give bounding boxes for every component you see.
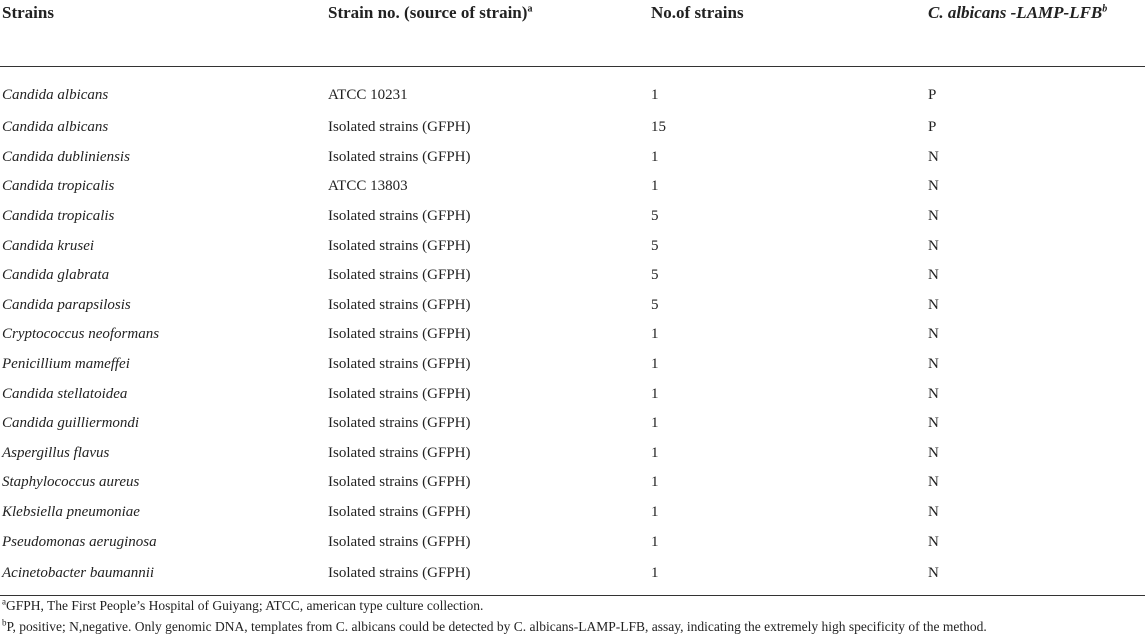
cell-lamp-result: N (928, 385, 939, 402)
cell-strain-count: 1 (651, 86, 659, 103)
cell-strain-count: 1 (651, 533, 659, 550)
cell-lamp-result: N (928, 267, 939, 284)
cell-strain-count: 15 (651, 119, 666, 136)
cell-strain-name: Candida tropicalis (2, 208, 115, 225)
cell-strain-count: 1 (649, 557, 926, 596)
cell-strain-name: Acinetobacter baumannii (0, 557, 326, 596)
cell-strain-source: Isolated strains (GFPH) (328, 119, 471, 136)
cell-strain-source: Isolated strains (GFPH) (328, 385, 471, 402)
footnote-text: P, positive; N,negative. Only genomic DNA, templates from C. albicans could be detected by C. albicans-LAMP-LFB, assay, indicating the extremely high specificity of the method. (6, 619, 987, 634)
cell-strain-count: 1 (651, 504, 659, 521)
cell-lamp-result: N (928, 356, 939, 373)
header-lamp-lfb: C. albicans -LAMP-LFB$^b$ (926, 0, 1145, 67)
cell-strain-count: 1 (651, 148, 659, 165)
table-row (0, 350, 1145, 380)
cell-strain-name: Candida albicans (2, 86, 109, 103)
cell-strain-count: 1 (651, 474, 659, 491)
cell-strain-count: 1 (651, 385, 659, 402)
header-strain-no-footnote-marker: a (527, 3, 533, 15)
cell-strain-name: Pseudomonas aeruginosa (2, 533, 157, 550)
table-row (0, 261, 1145, 291)
cell-strain-source: Isolated strains (GFPH) (328, 296, 471, 313)
header-row (0, 0, 1145, 67)
cell-strain-source: Isolated strains (GFPH) (328, 533, 471, 550)
table-row (0, 291, 1145, 321)
cell-lamp-result: P (928, 86, 937, 103)
cell-lamp-result: N (928, 444, 939, 461)
table-row (0, 409, 1145, 439)
table-row (0, 202, 1145, 232)
cell-strain-name: Candida dubliniensis (2, 148, 130, 165)
cell-strain-count: 5 (651, 237, 659, 254)
cell-strain-source: Isolated strains (GFPH) (328, 208, 471, 225)
cell-strain-name: Staphylococcus aureus (2, 474, 140, 491)
header-lamp-footnote-marker: b (1102, 3, 1108, 15)
table-header (0, 0, 1145, 67)
cell-strain-count: 1 (651, 356, 659, 373)
cell-strain-source: Isolated strains (GFPH) (328, 148, 471, 165)
cell-strain-source: ATCC 13803 (328, 178, 408, 195)
cell-strain-count: 1 (651, 178, 659, 195)
header-strains: Strains (0, 0, 326, 67)
table-row (0, 172, 1145, 202)
cell-strain-name: Klebsiella pneumoniae (2, 504, 140, 521)
cell-strain-count: 1 (651, 415, 659, 432)
cell-lamp-result: N (928, 237, 939, 254)
footnote-text: GFPH, The First People’s Hospital of Guiyang; ATCC, american type culture collection. (6, 598, 484, 613)
table-body (0, 67, 1145, 596)
table-row (0, 557, 1145, 596)
footnote-b (0, 616, 1145, 637)
cell-strain-name: Candida parapsilosis (2, 296, 131, 313)
cell-strain-count: 1 (651, 444, 659, 461)
cell-lamp-result: N (928, 178, 939, 195)
cell-strain-source: Isolated strains (GFPH) (328, 356, 471, 373)
cell-lamp-result: N (928, 208, 939, 225)
footnote-marker: b (2, 617, 7, 628)
table-row (0, 498, 1145, 528)
table-footnotes (0, 595, 1145, 637)
cell-lamp-result: N (928, 504, 939, 521)
cell-lamp-result: P (928, 119, 937, 136)
table-row (0, 113, 1145, 143)
cell-lamp-result: N (928, 148, 939, 165)
cell-strain-name: Candida stellatoidea (2, 385, 128, 402)
cell-strain-source: Isolated strains (GFPH) (328, 474, 471, 491)
table-row (0, 468, 1145, 498)
cell-lamp-result: N (928, 326, 939, 343)
cell-strain-count: 5 (651, 208, 659, 225)
cell-lamp-result: N (928, 474, 939, 491)
table-row (0, 379, 1145, 409)
cell-strain-source: Isolated strains (GFPH) (326, 557, 649, 596)
cell-strain-count: 5 (651, 296, 659, 313)
cell-strain-name: Candida glabrata (2, 267, 110, 284)
cell-strain-count: 5 (651, 267, 659, 284)
cell-strain-source: Isolated strains (GFPH) (328, 267, 471, 284)
footnote-marker: a (2, 596, 6, 607)
cell-strain-name: Candida albicans (2, 119, 109, 136)
cell-strain-source: Isolated strains (GFPH) (328, 237, 471, 254)
table-row (0, 439, 1145, 469)
cell-strain-name: Candida guilliermondi (2, 415, 140, 432)
table-row (0, 527, 1145, 557)
cell-strain-source: ATCC 10231 (328, 86, 408, 103)
cell-strain-name: Candida tropicalis (2, 178, 115, 195)
table-row (0, 231, 1145, 261)
cell-lamp-result: N (928, 533, 939, 550)
cell-lamp-result: N (926, 557, 1145, 596)
table-row (0, 320, 1145, 350)
header-strain-no: Strain no. (source of strain)$^a$ (326, 0, 649, 67)
cell-strain-source: Isolated strains (GFPH) (328, 326, 471, 343)
table-row (0, 67, 1145, 114)
cell-lamp-result: N (928, 296, 939, 313)
cell-strain-name: Penicillium mameffei (2, 356, 130, 373)
table-row (0, 143, 1145, 173)
footnote-a (0, 595, 1145, 616)
cell-strain-name: Aspergillus flavus (2, 444, 110, 461)
header-num-strains: No.of strains (649, 0, 926, 67)
cell-strain-source: Isolated strains (GFPH) (328, 415, 471, 432)
cell-strain-name: Candida krusei (2, 237, 95, 254)
cell-strain-source: Isolated strains (GFPH) (328, 504, 471, 521)
cell-strain-source: Isolated strains (GFPH) (328, 444, 471, 461)
cell-strain-count: 1 (651, 326, 659, 343)
cell-lamp-result: N (928, 415, 939, 432)
cell-strain-name: Cryptococcus neoformans (2, 326, 160, 343)
